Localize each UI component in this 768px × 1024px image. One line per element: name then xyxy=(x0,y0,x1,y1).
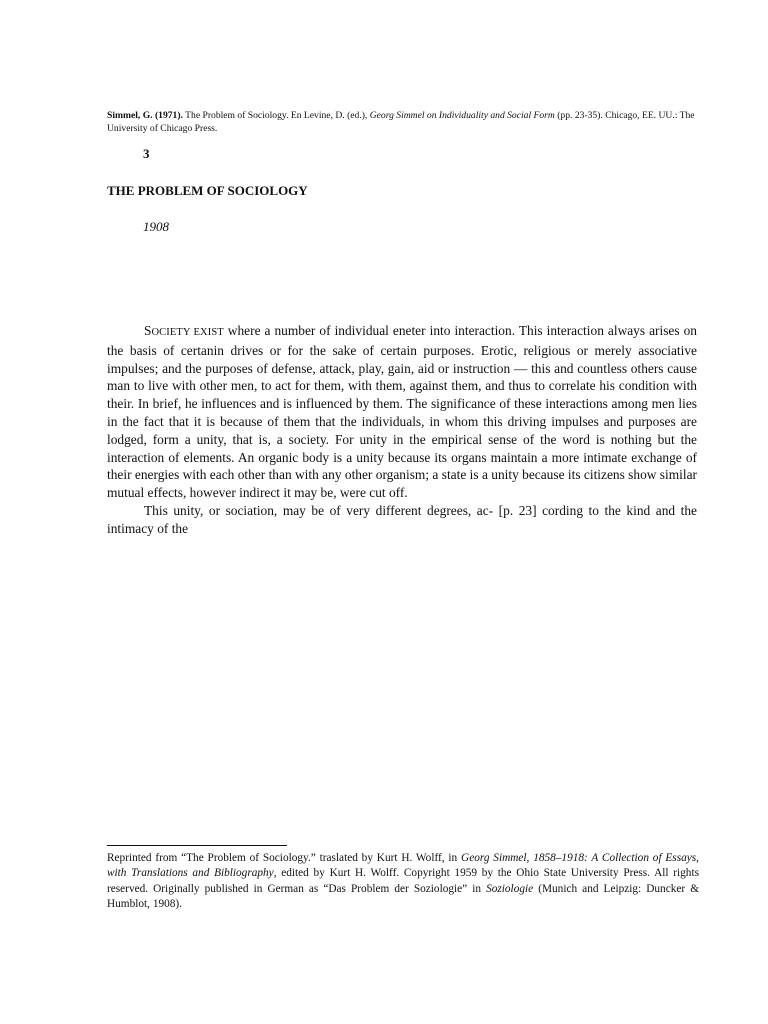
body-text xyxy=(107,322,697,538)
footnote-text-1: Reprinted from “The Problem of Sociology.” traslated by Kurt H. Wolff, in xyxy=(107,852,462,864)
citation-author-year: Simmel, G. (1971). xyxy=(107,110,183,121)
paragraph-initial: S xyxy=(144,323,152,338)
paragraph-2: This unity, or sociation, may be of very different degrees, ac- [p. 23] cording to the kind and the intimacy of the xyxy=(107,502,697,536)
footnote-text-2: , edited by Kurt H. Wolff. Copyright 1959 by the Ohio State University Press. All rights reserved. Originally published in German as “Das Problem der Soziologie” in xyxy=(107,867,699,895)
footnote-divider xyxy=(107,845,287,846)
citation-text-before: The Problem of Sociology. En Levine, D. (ed.), xyxy=(182,110,370,121)
chapter-title: THE PROBLEM OF SOCIOLOGY xyxy=(107,183,308,198)
footnote-journal-title: Soziologie xyxy=(486,882,534,895)
paragraph-1-text: where a number of individual eneter into interaction. This interaction always arises on the basis of certanin drives or for the sake of certain purposes. Erotic, religious or merely associative impulses; and the purposes of defense, attack, play, gain, aid or instruction — this and countless others cause man to live with other men, to act for them, with them, against them, and thus to correlate his condition with their. In brief, he influences and is influenced by them. The significance of these interactions among men lies in the fact that it is because of them that the individuals, in whom this driving impulses and purposes are lodged, form a unity, that is, a society. For unity in the empirical sense of the word is nothing but the interaction of elements. An organic body is a unity because its organs maintain a more intimate exchange of their energies with each other than with any other organism; a state is a unity because its citizens show similar mutual effects, however indirect it may be, were cut off. xyxy=(107,323,697,501)
citation-text-after: (pp. 23-35). Chicago, EE. UU.: The University of Chicago Press. xyxy=(107,110,695,134)
footnote xyxy=(107,851,699,912)
paragraph-1 xyxy=(107,322,697,502)
citation-book-title: Georg Simmel on Individuality and Social Form xyxy=(369,110,555,121)
paragraph-smallcaps: OCIETY EXIST xyxy=(151,327,224,338)
citation-reference xyxy=(107,109,707,135)
chapter-year: 1908 xyxy=(143,219,169,234)
chapter-number: 3 xyxy=(143,146,150,161)
footnote-book-title: Georg Simmel, 1858–1918: A Collection of Essays, with Translations and Bibliography xyxy=(107,852,699,880)
footnote-text-3: (Munich and Leipzig: Duncker & Humblot, 1908). xyxy=(107,882,699,910)
